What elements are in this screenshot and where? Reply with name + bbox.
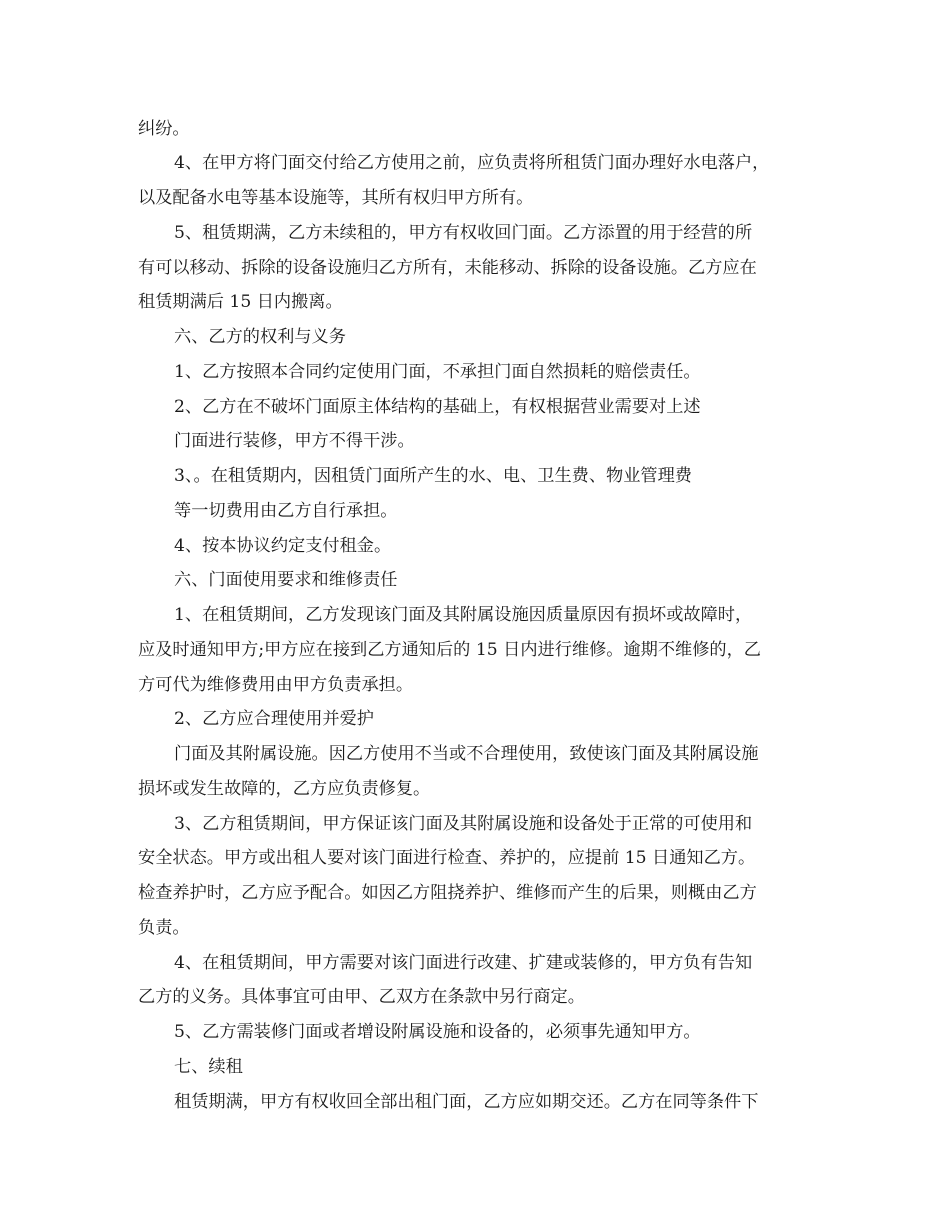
text-line: 有可以移动、拆除的设备设施归乙方所有，未能移动、拆除的设备设施。乙方应在 <box>138 258 757 278</box>
text-line: 负责。 <box>138 918 190 938</box>
text-line: 以及配备水电等基本设施等，其所有权归甲方所有。 <box>138 188 534 208</box>
text-line: 1、在租赁期间，乙方发现该门面及其附属设施因质量原因有损坏或故障时， <box>174 605 753 625</box>
text-line: 4、在租赁期间，甲方需要对该门面进行改建、扩建或装修的，甲方负有告知 <box>174 953 753 973</box>
text-line: 应及时通知甲方;甲方应在接到乙方通知后的 15 日内进行维修。逾期不维修的，乙 <box>138 640 761 660</box>
section-heading: 六、乙方的权利与义务 <box>174 327 346 347</box>
text-line: 门面及其附属设施。因乙方使用不当或不合理使用，致使该门面及其附属设施 <box>174 744 759 764</box>
text-line: 5、租赁期满，乙方未续租的，甲方有权收回门面。乙方添置的用于经营的所 <box>174 223 753 243</box>
text-line: 租赁期满，甲方有权收回全部出租门面，乙方应如期交还。乙方在同等条件下 <box>174 1092 759 1112</box>
text-line: 4、在甲方将门面交付给乙方使用之前，应负责将所租赁门面办理好水电落户， <box>174 153 770 173</box>
text-line: 方可代为维修费用由甲方负责承担。 <box>138 675 414 695</box>
text-line: 1、乙方按照本合同约定使用门面，不承担门面自然损耗的赔偿责任。 <box>174 362 701 382</box>
text-line: 安全状态。甲方或出租人要对该门面进行检查、养护的，应提前 15 日通知乙方。 <box>138 848 756 868</box>
text-line: 等一切费用由乙方自行承担。 <box>174 501 398 521</box>
text-line: 损坏或发生故障的，乙方应负责修复。 <box>138 779 431 799</box>
text-line: 5、乙方需装修门面或者增设附属设施和设备的，必须事先通知甲方。 <box>174 1022 701 1042</box>
text-line: 租赁期满后 15 日内搬离。 <box>138 292 343 312</box>
text-line: 2、乙方在不破坏门面原主体结构的基础上，有权根据营业需要对上述 <box>174 397 701 417</box>
text-line: 检查养护时，乙方应予配合。如因乙方阻挠养护、维修而产生的后果，则概由乙方 <box>138 883 757 903</box>
section-heading: 六、门面使用要求和维修责任 <box>174 570 398 590</box>
text-line: 3、乙方租赁期间，甲方保证该门面及其附属设施和设备处于正常的可使用和 <box>174 814 753 834</box>
text-line: 3、。在租赁期内，因租赁门面所产生的水、电、卫生费、物业管理费 <box>174 466 692 486</box>
text-line: 乙方的义务。具体事宜可由甲、乙双方在条款中另行商定。 <box>138 987 585 1007</box>
text-line: 门面进行装修，甲方不得干涉。 <box>174 431 415 451</box>
text-line: 4、按本协议约定支付租金。 <box>174 536 392 556</box>
section-heading: 七、续租 <box>174 1057 243 1077</box>
text-line: 2、乙方应合理使用并爱护 <box>174 709 374 729</box>
text-line: 纠纷。 <box>138 119 190 139</box>
